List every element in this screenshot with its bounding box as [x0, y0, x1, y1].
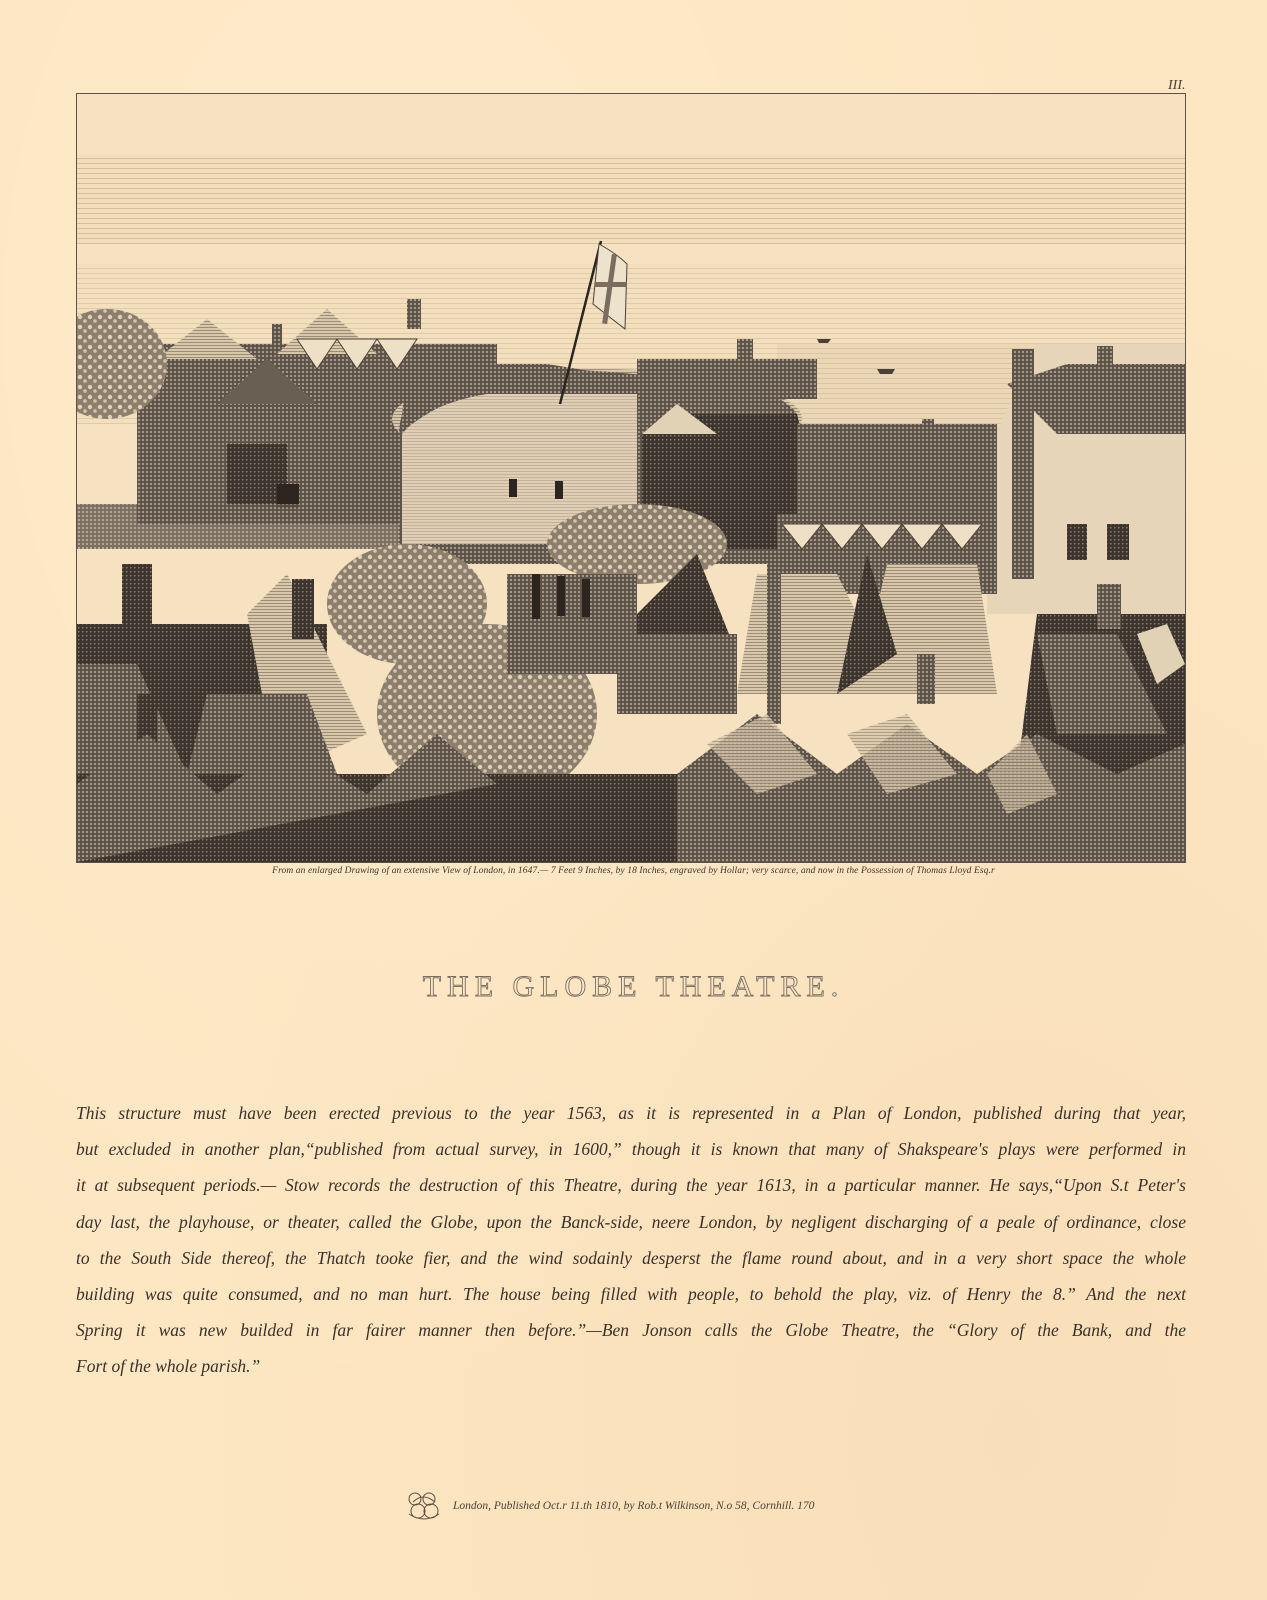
- imprint-text: London, Published Oct.r 11.th 1810, by Rob.t Wilkinson, N.o 58, Cornhill. 170: [453, 1500, 815, 1512]
- text-line: day last, the playhouse, or theater, called the Globe, upon the Banck-side, neere London, by negligent discharging of a peale of ordinance, close: [76, 1211, 1186, 1232]
- text-line: Spring it was new builded in far fairer manner then before.”—Ben Jonson calls the Globe Theatre, the “Glory of the Bank, and the: [76, 1320, 1186, 1341]
- text-line: to the South Side thereof, the Thatch tooke fier, and the wind sodainly desperst the flame round about, and in a very short space the whole: [76, 1247, 1186, 1268]
- plate-caption: From an enlarged Drawing of an extensive View of London, in 1647.— 7 Feet 9 Inches, by 18 Inches, engraved by Hollar; very scarce, and now in the Possession of Thomas Lloyd Esq.r: [272, 866, 995, 876]
- plate-number: III.: [1168, 78, 1186, 93]
- publisher-imprint: [405, 1490, 814, 1522]
- text-line: it at subsequent periods.— Stow records the destruction of this Theatre, during the year 1613, in a particular manner. He says,“Upon S.t Peter's: [76, 1175, 1186, 1196]
- description-text: [76, 1095, 1186, 1385]
- text-line: Fort of the whole parish.”: [76, 1356, 261, 1377]
- text-line: This structure must have been erected previous to the year 1563, as it is represented in a Plan of London, published during that year,: [76, 1103, 1186, 1123]
- globe-theatre-engraving: [77, 94, 1185, 862]
- engraving-plate: [76, 93, 1186, 863]
- text-line: but excluded in another plan,“published from actual survey, in 1600,” though it is known that many of Shakspeare's plays were performed in: [76, 1139, 1186, 1160]
- page-title: THE GLOBE THEATRE.: [422, 970, 845, 1003]
- monogram-icon: [405, 1490, 443, 1522]
- text-line: building was quite consumed, and no man hurt. The house being filled with people, to behold the play, viz. of Henry the 8.” And the next: [76, 1284, 1186, 1305]
